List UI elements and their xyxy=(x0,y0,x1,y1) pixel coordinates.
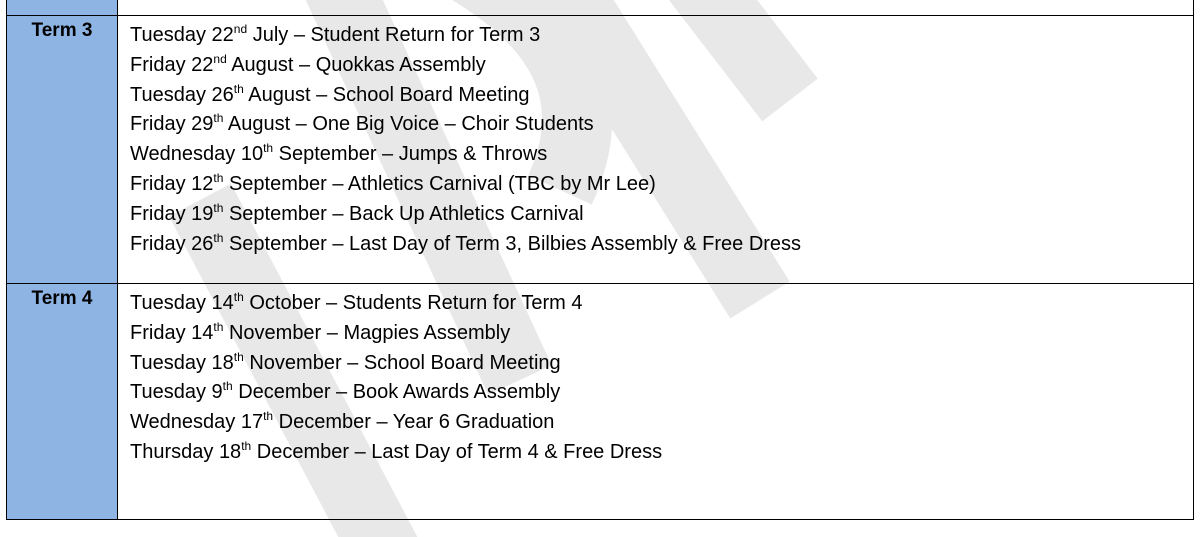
event-day: 17 xyxy=(240,411,264,434)
event-day-suffix: th xyxy=(213,200,224,215)
event-day-suffix: th xyxy=(263,409,274,424)
event-weekday: Thursday xyxy=(130,440,214,463)
event-description: August – Quokkas Assembly xyxy=(226,53,486,76)
event-day: 14 xyxy=(191,321,214,344)
previous-events-cell xyxy=(118,0,1194,16)
event-item xyxy=(130,51,1193,81)
event-item xyxy=(130,230,1193,260)
event-day-suffix: th xyxy=(213,111,224,126)
event-day: 14 xyxy=(211,292,234,314)
term-row xyxy=(7,284,1194,520)
event-day-suffix: th xyxy=(213,230,224,245)
event-day-suffix: nd xyxy=(233,22,248,36)
term-label: Term 4 xyxy=(31,288,93,309)
event-weekday: Friday xyxy=(130,321,186,344)
event-description: October – Students Return for Term 4 xyxy=(243,292,583,314)
event-day-suffix: th xyxy=(233,349,244,364)
event-day-suffix: th xyxy=(233,290,244,304)
term-calendar-table xyxy=(6,0,1194,520)
event-item xyxy=(130,378,1193,408)
event-day-suffix: th xyxy=(263,141,274,156)
term-label-cell xyxy=(7,284,118,520)
event-day: 22 xyxy=(211,24,234,46)
term-row xyxy=(7,16,1194,284)
event-day-suffix: th xyxy=(241,438,252,453)
event-item xyxy=(130,408,1193,438)
event-day-suffix: th xyxy=(213,319,224,334)
event-day: 19 xyxy=(191,202,214,225)
event-weekday: Tuesday xyxy=(130,292,206,314)
event-weekday: Tuesday xyxy=(130,351,206,374)
event-day: 29 xyxy=(191,113,214,136)
event-description: November – Magpies Assembly xyxy=(223,321,511,344)
event-weekday: Friday xyxy=(130,172,186,195)
event-description: September – Last Day of Term 3, Bilbies Assembly & Free Dress xyxy=(223,232,802,255)
event-day-suffix: th xyxy=(222,379,233,394)
event-weekday: Wednesday xyxy=(130,143,236,166)
event-weekday: Friday xyxy=(130,232,186,255)
previous-term-row-fragment xyxy=(7,0,1194,16)
event-weekday: Friday xyxy=(130,113,186,136)
event-day: 26 xyxy=(211,83,234,106)
term-events-cell xyxy=(118,16,1194,284)
event-day-suffix: nd xyxy=(213,51,227,66)
event-weekday: Wednesday xyxy=(130,411,236,434)
event-day: 26 xyxy=(191,232,214,255)
event-description: December – Year 6 Graduation xyxy=(273,411,555,434)
previous-term-cell xyxy=(7,0,118,16)
event-description: December – Book Awards Assembly xyxy=(232,381,561,404)
term-label: Term 3 xyxy=(31,20,93,41)
event-item xyxy=(130,319,1193,349)
event-weekday: Friday xyxy=(130,202,186,225)
event-day: 10 xyxy=(240,143,264,166)
event-description: September – Back Up Athletics Carnival xyxy=(223,202,584,225)
event-item xyxy=(130,200,1193,230)
event-day: 18 xyxy=(211,351,234,374)
event-item xyxy=(130,21,1193,51)
event-item xyxy=(130,438,1193,468)
event-description: July – Student Return for Term 3 xyxy=(247,24,541,46)
event-day: 9 xyxy=(211,381,223,404)
event-description: September – Jumps & Throws xyxy=(273,143,548,166)
event-description: August – School Board Meeting xyxy=(243,83,530,106)
term-events-list xyxy=(118,284,1193,468)
event-description: September – Athletics Carnival (TBC by Mr Lee) xyxy=(223,172,656,195)
term-events-cell xyxy=(118,284,1194,520)
event-description: December – Last Day of Term 4 & Free Dress xyxy=(251,440,663,463)
event-description: August – One Big Voice – Choir Students xyxy=(223,113,594,136)
event-weekday: Tuesday xyxy=(130,83,206,106)
event-item xyxy=(130,170,1193,200)
event-item xyxy=(130,81,1193,111)
event-day: 18 xyxy=(218,440,242,463)
event-item xyxy=(130,289,1193,319)
event-item xyxy=(130,110,1193,140)
event-day-suffix: th xyxy=(213,170,224,185)
event-item xyxy=(130,140,1193,170)
event-weekday: Tuesday xyxy=(130,24,206,46)
event-item xyxy=(130,349,1193,379)
event-description: November – School Board Meeting xyxy=(243,351,561,374)
event-weekday: Tuesday xyxy=(130,381,206,404)
term-events-list xyxy=(118,16,1193,259)
event-day: 22 xyxy=(191,53,214,76)
event-day-suffix: th xyxy=(233,81,244,96)
event-day: 12 xyxy=(191,172,214,195)
event-weekday: Friday xyxy=(130,53,186,76)
term-label-cell xyxy=(7,16,118,284)
